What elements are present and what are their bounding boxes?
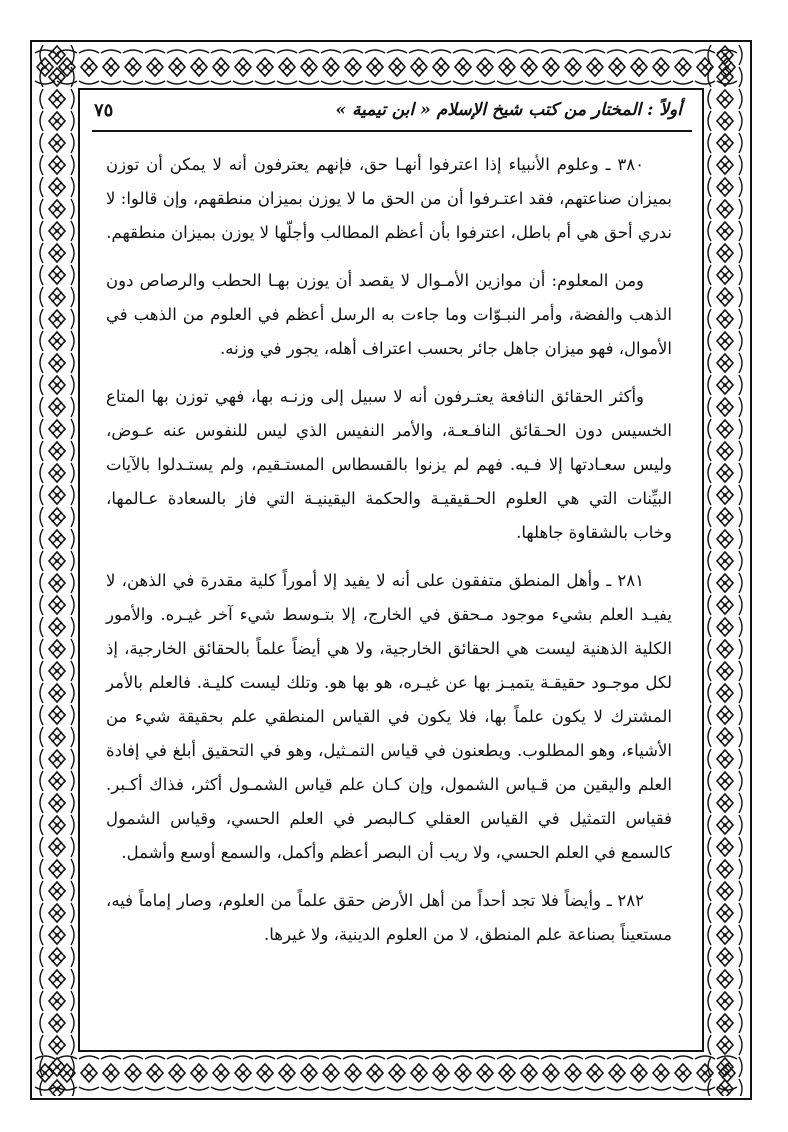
running-title: أولاً : المختار من كتب شيخ الإسلام « ابن تيمية » bbox=[335, 100, 682, 120]
ornament-motif bbox=[708, 903, 742, 923]
ornament-motif bbox=[708, 551, 742, 571]
ornament-motif bbox=[708, 199, 742, 219]
ornament-motif bbox=[708, 419, 742, 439]
ornament-band-bottom bbox=[34, 1050, 748, 1096]
ornament-motif bbox=[708, 815, 742, 835]
ornament-motif bbox=[708, 1013, 742, 1033]
ornament-motif bbox=[40, 749, 74, 769]
ornament-motif bbox=[40, 683, 74, 703]
ornament-motif bbox=[708, 727, 742, 747]
page-number: ٧٥ bbox=[94, 100, 114, 121]
ornament-motif bbox=[708, 463, 742, 483]
ornament-motif bbox=[101, 1056, 121, 1090]
ornament-motif bbox=[277, 50, 297, 84]
ornament-motif bbox=[79, 1056, 99, 1090]
ornament-motif bbox=[708, 133, 742, 153]
paragraph-scales: ومن المعلوم: أن موازين الأمـوال لا يقصد أن يوزن بهـا الحطب والرصاص دون الذهب والفضة، وأمر النبـوّات وما جاءت به الرسل أعظم في العلوم من الذهب في الأموال، فهو ميزان جاهل جائر بحسب اعتراف أهله، يجور في وزنه. bbox=[106, 271, 672, 358]
ornament-motif bbox=[708, 441, 742, 461]
ornament-motif bbox=[40, 815, 74, 835]
ornament-motif bbox=[708, 485, 742, 505]
ornament-motif bbox=[40, 837, 74, 857]
ornament-motif bbox=[101, 50, 121, 84]
ornament-motif bbox=[167, 50, 187, 84]
ornament-motif bbox=[453, 50, 473, 84]
ornament-motif bbox=[475, 1056, 495, 1090]
ornament-motif bbox=[40, 727, 74, 747]
ornament-motif bbox=[708, 309, 742, 329]
ornament-motif bbox=[708, 683, 742, 703]
ornament-motif bbox=[541, 1056, 561, 1090]
ornament-motif bbox=[651, 50, 671, 84]
ornament-motif bbox=[708, 243, 742, 263]
ornament-motif bbox=[431, 1056, 451, 1090]
ornament-motif bbox=[708, 705, 742, 725]
ornament-motif bbox=[40, 199, 74, 219]
paragraph-380: ٣٨٠ ـ وعلوم الأنبياء إذا اعترفوا أنهـا حق، فإنهم يعترفون أنه لا يمكن أن توزن بميزان صناعتهم، فقد اعتـرفوا أن من الحق ما لا يوزن بميزان منطقهم، وإن قالوا: لا ندري أحق هي أم باطل، اعترفوا بأن أعظم المطالب وأجلّها لا يوزن بميزان منطقهم. bbox=[106, 155, 672, 242]
ornament-motif bbox=[708, 771, 742, 791]
ornament-motif bbox=[708, 111, 742, 131]
ornament-motif bbox=[40, 529, 74, 549]
ornament-motif bbox=[40, 397, 74, 417]
ornament-motif bbox=[277, 1056, 297, 1090]
ornament-motif bbox=[40, 771, 74, 791]
ornament-motif bbox=[40, 705, 74, 725]
ornament-motif bbox=[629, 1056, 649, 1090]
ornament-motif bbox=[708, 617, 742, 637]
ornament-motif bbox=[40, 903, 74, 923]
ornament-motif bbox=[343, 1056, 363, 1090]
ornament-motif bbox=[255, 50, 275, 84]
ornament-motif bbox=[365, 50, 385, 84]
ornament-motif bbox=[409, 50, 429, 84]
ornament-motif bbox=[708, 287, 742, 307]
ornament-motif bbox=[563, 1056, 583, 1090]
ornament-motif bbox=[40, 375, 74, 395]
ornament-motif bbox=[40, 507, 74, 527]
ornament-motif bbox=[708, 639, 742, 659]
ornament-motif bbox=[585, 1056, 605, 1090]
ornament-motif bbox=[708, 89, 742, 109]
ornament-motif bbox=[299, 50, 319, 84]
ornament-band-left bbox=[34, 44, 80, 1096]
ornament-motif bbox=[40, 1057, 74, 1077]
ornament-motif bbox=[189, 1056, 209, 1090]
ornament-motif bbox=[708, 573, 742, 593]
ornament-motif bbox=[708, 1079, 742, 1096]
ornament-motif bbox=[497, 1056, 517, 1090]
ornament-motif bbox=[708, 1057, 742, 1077]
ornament-motif bbox=[40, 793, 74, 813]
paragraph-truths: وأكثر الحقائق النافعة يعتـرفون أنه لا سبيل إلى وزنـه بها، فهي توزن بها المتاع الخسيس دون الحـقائق النافـعـة، والأمر النفيس الذي ليس للنفوس عنه عـوض، وليس سعـادتها إلا فـيه. فهم لم يزنوا بالقسطاس المستـقيم، ولم يستـدلوا بالآيات البيِّنات التي هي العلوم الحـقيقيـة والحكمة اليقينيـة التي فاز بالسعادة عـالمها، وخاب بالشقاوة جاهلها. bbox=[106, 387, 672, 542]
ornament-motif bbox=[40, 463, 74, 483]
ornament-motif bbox=[497, 50, 517, 84]
ornament-motif bbox=[40, 991, 74, 1011]
ornament-motif bbox=[321, 50, 341, 84]
ornament-motif bbox=[40, 573, 74, 593]
ornament-motif bbox=[40, 265, 74, 285]
ornament-motif bbox=[255, 1056, 275, 1090]
ornament-motif bbox=[708, 353, 742, 373]
ornament-motif bbox=[708, 837, 742, 857]
ornament-motif bbox=[708, 265, 742, 285]
ornament-motif bbox=[40, 155, 74, 175]
ornament-motif bbox=[708, 397, 742, 417]
ornament-motif bbox=[343, 50, 363, 84]
ornament-motif bbox=[40, 881, 74, 901]
ornament-band-top bbox=[34, 44, 748, 90]
ornament-motif bbox=[40, 177, 74, 197]
ornament-motif bbox=[40, 1079, 74, 1096]
ornament-motif bbox=[40, 661, 74, 681]
ornament-motif bbox=[123, 1056, 143, 1090]
ornament-motif bbox=[40, 243, 74, 263]
ornament-motif bbox=[708, 1035, 742, 1055]
ornament-motif bbox=[40, 111, 74, 131]
ornament-motif bbox=[40, 309, 74, 329]
ornament-motif bbox=[299, 1056, 319, 1090]
ornament-motif bbox=[629, 50, 649, 84]
ornament-motif bbox=[708, 793, 742, 813]
ornament-motif bbox=[365, 1056, 385, 1090]
ornament-motif bbox=[708, 45, 742, 65]
ornament-motif bbox=[211, 50, 231, 84]
ornament-motif bbox=[409, 1056, 429, 1090]
ornament-motif bbox=[40, 353, 74, 373]
ornament-motif bbox=[708, 221, 742, 241]
ornament-motif bbox=[708, 661, 742, 681]
ornament-motif bbox=[233, 50, 253, 84]
ornament-motif bbox=[585, 50, 605, 84]
ornament-motif bbox=[708, 859, 742, 879]
ornament-motif bbox=[40, 1013, 74, 1033]
ornament-motif bbox=[40, 45, 74, 65]
ornament-motif bbox=[189, 50, 209, 84]
ornament-motif bbox=[321, 1056, 341, 1090]
paragraph-281: ٢٨١ ـ وأهل المنطق متفقون على أنه لا يفيد إلا أموراً كلية مقدرة في الذهن، لا يفيـد العلم بشيء موجود مـحقق في الخارج، إلا بتـوسط شيء آخر غيـره. والأمور الكلية الذهنية ليست هي الحقائق الخارجية، ولا هي أيضاً علماً بالحقائق الخارجية، إذ لكل موجـود حقيقـة يتميـز بها عن غيـره، هو بها هو. وتلك ليست كليـة. فالعلم بالأمر المشترك لا يكون علماً بها، فلا يكون في القياس المنطقي علم بحقيقة شيء من الأشياء، وهو المطلوب. ويطعنون في قياس التمـثيل، وهو في التحقيق أبلغ في إفادة العلم واليقين من قـياس الشمول، وإن كـان علم قياس الشمـول أكثر، فذاك أكـبر. فقياس التمثيل في القياس العقلي كـالبصر في العلم الحسي، وقياس الشمول كالسمع في العلم الحسي، ولا ريب أن البصر أعظم وأكمل، والسمع أوسع وأشمل. bbox=[106, 571, 672, 862]
ornament-motif bbox=[40, 441, 74, 461]
ornament-motif bbox=[211, 1056, 231, 1090]
ornament-motif bbox=[79, 50, 99, 84]
ornament-motif bbox=[387, 50, 407, 84]
ornament-motif bbox=[40, 551, 74, 571]
ornament-motif bbox=[40, 221, 74, 241]
ornament-motif bbox=[708, 155, 742, 175]
ornament-motif bbox=[40, 617, 74, 637]
ornament-motif bbox=[40, 859, 74, 879]
ornament-motif bbox=[40, 67, 74, 87]
ornament-motif bbox=[708, 969, 742, 989]
ornament-motif bbox=[708, 595, 742, 615]
ornament-motif bbox=[40, 639, 74, 659]
ornament-motif bbox=[40, 287, 74, 307]
ornament-motif bbox=[453, 1056, 473, 1090]
ornament-motif bbox=[708, 925, 742, 945]
ornament-band-right bbox=[702, 44, 748, 1096]
ornament-motif bbox=[40, 1035, 74, 1055]
ornament-motif bbox=[40, 947, 74, 967]
ornament-motif bbox=[708, 881, 742, 901]
ornament-motif bbox=[708, 947, 742, 967]
ornament-motif bbox=[40, 133, 74, 153]
ornament-motif bbox=[431, 50, 451, 84]
ornament-motif bbox=[40, 925, 74, 945]
ornament-motif bbox=[519, 1056, 539, 1090]
ornament-motif bbox=[708, 749, 742, 769]
ornament-motif bbox=[708, 375, 742, 395]
page-header bbox=[80, 92, 700, 134]
ornament-motif bbox=[607, 1056, 627, 1090]
ornament-motif bbox=[123, 50, 143, 84]
ornament-motif bbox=[145, 50, 165, 84]
ornament-motif bbox=[387, 1056, 407, 1090]
ornament-motif bbox=[708, 67, 742, 87]
ornament-motif bbox=[40, 89, 74, 109]
page-body bbox=[106, 148, 672, 952]
ornament-motif bbox=[563, 50, 583, 84]
ornament-motif bbox=[40, 331, 74, 351]
ornament-motif bbox=[708, 331, 742, 351]
ornament-motif bbox=[40, 595, 74, 615]
ornament-motif bbox=[708, 177, 742, 197]
ornament-motif bbox=[651, 1056, 671, 1090]
ornament-motif bbox=[541, 50, 561, 84]
ornament-motif bbox=[708, 507, 742, 527]
ornament-motif bbox=[475, 50, 495, 84]
ornament-motif bbox=[708, 529, 742, 549]
ornament-motif bbox=[40, 969, 74, 989]
ornament-motif bbox=[708, 991, 742, 1011]
ornament-motif bbox=[233, 1056, 253, 1090]
ornament-motif bbox=[607, 50, 627, 84]
ornament-motif bbox=[673, 1056, 693, 1090]
ornament-motif bbox=[519, 50, 539, 84]
header-rule bbox=[92, 130, 692, 132]
paragraph-282: ٢٨٢ ـ وأيضاً فلا تجد أحداً من أهل الأرض حقق علماً من العلوم، وصار إماماً فيه، مستعيناً بصناعة علم المنطق، لا من العلوم الدينية، ولا غيرها. bbox=[106, 891, 672, 944]
ornament-motif bbox=[40, 419, 74, 439]
ornament-motif bbox=[167, 1056, 187, 1090]
ornament-motif bbox=[673, 50, 693, 84]
ornament-motif bbox=[145, 1056, 165, 1090]
ornament-motif bbox=[40, 485, 74, 505]
